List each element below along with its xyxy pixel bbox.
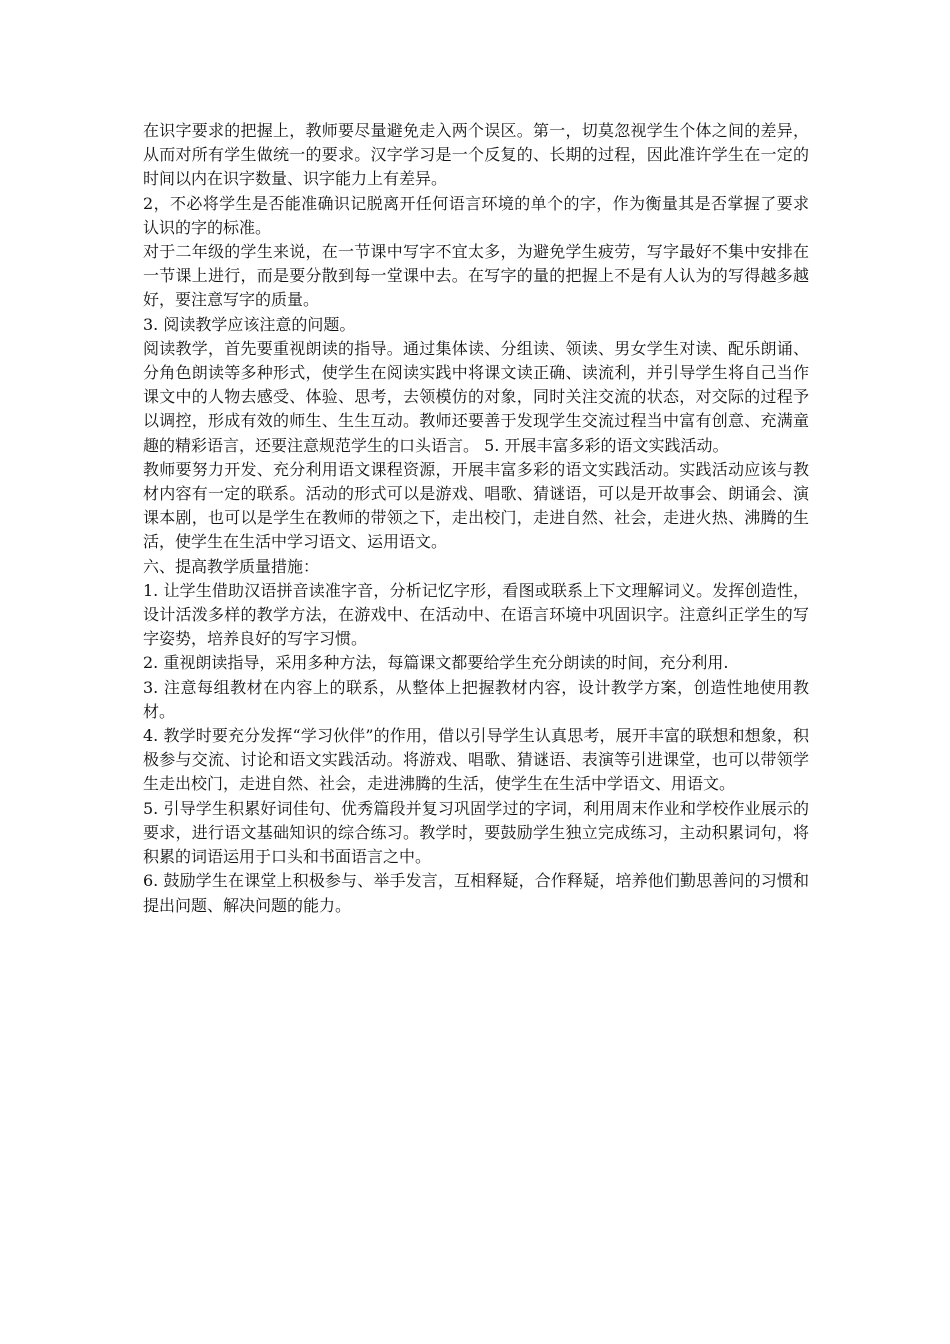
measure-item-1: 1. 让学生借助汉语拼音读准字音，分析记忆字形，看图或联系上下文理解词义。发挥创造性，设计活泼多样的教学方法，在游戏中、在活动中、在语言环境中巩固识字。注意纠正学生的写字姿势，培养良好的写字习惯。 (143, 580, 809, 649)
paragraph-practice-activities: 教师要努力开发、充分利用语文课程资源，开展丰富多彩的语文实践活动。实践活动应该与教材内容有一定的联系。活动的形式可以是游戏、唱歌、猜谜语，可以是开故事会、朗诵会、演课本剧，也可以是学生在教师的带领之下，走出校门，走进自然、社会，走进火热、沸腾的生活，使学生在生活中学习语文、运用语文。 (143, 459, 809, 552)
document-page (143, 119, 809, 918)
heading-reading-issues: 3. 阅读教学应该注意的问题。 (143, 314, 356, 334)
measure-item-2: 2. 重视朗读指导，采用多种方法，每篇课文都要给学生充分朗读的时间，充分利用. (143, 653, 729, 673)
paragraph-literacy-misconceptions: 在识字要求的把握上，教师要尽量避免走入两个误区。第一，切莫忽视学生个体之间的差异，从而对所有学生做统一的要求。汉字学习是一个反复的、长期的过程，因此准许学生在一定的时间以内在识字数量、识字能力上有差异。 (143, 121, 809, 189)
measure-item-5: 5. 引导学生积累好词佳句、优秀篇段并复习巩固学过的字词，利用周末作业和学校作业展示的要求，进行语文基础知识的综合练习。教学时，要鼓励学生独立完成练习，主动积累词句，将积累的词语运用于口头和书面语言之中。 (143, 798, 809, 867)
heading-quality-measures: 六、提高教学质量措施： (143, 556, 320, 576)
measure-item-4: 4. 教学时要充分发挥“学习伙伴”的作用，借以引导学生认真思考，展开丰富的联想和想象，积极参与交流、讨论和语文实践活动。将游戏、唱歌、猜谜语、表演等引进课堂，也可以带领学生走出校门，走进自然、社会，走进沸腾的生活，使学生在生活中学语文、用语文。 (143, 726, 809, 794)
paragraph-writing-quantity: 对于二年级的学生来说，在一节课中写字不宜太多，为避免学生疲劳，写字最好不集中安排在一节课上进行，而是要分散到每一堂课中去。在写字的量的把握上不是有人认为的写得越多越好，要注意写字的质量。 (143, 242, 809, 310)
paragraph-second-misconception: 2，不必将学生是否能准确识记脱离开任何语言环境的单个的字，作为衡量其是否掌握了要求认识的字的标准。 (143, 193, 809, 237)
paragraph-reading-instruction: 阅读教学，首先要重视朗读的指导。通过集体读、分组读、领读、男女学生对读、配乐朗诵、分角色朗读等多种形式，使学生在阅读实践中将课文读正确、读流利，并引导学生将自己当作课文中的人物去感受、体验、思考，去领模仿的对象，同时关注交流的状态，对交际的过程予以调控，形成有效的师生、生生互动。教师还要善于发现学生交流过程当中富有创意、充满童趣的精彩语言，还要注意规范学生的口头语言。 5. 开展丰富多彩的语文实践活动。 (143, 338, 809, 455)
measure-item-6: 6. 鼓励学生在课堂上积极参与、举手发言，互相释疑，合作释疑，培养他们勤思善问的习惯和提出问题、解决问题的能力。 (143, 871, 809, 915)
measure-item-3: 3. 注意每组教材在内容上的联系，从整体上把握教材内容，设计教学方案，创造性地使用教材。 (143, 677, 809, 721)
